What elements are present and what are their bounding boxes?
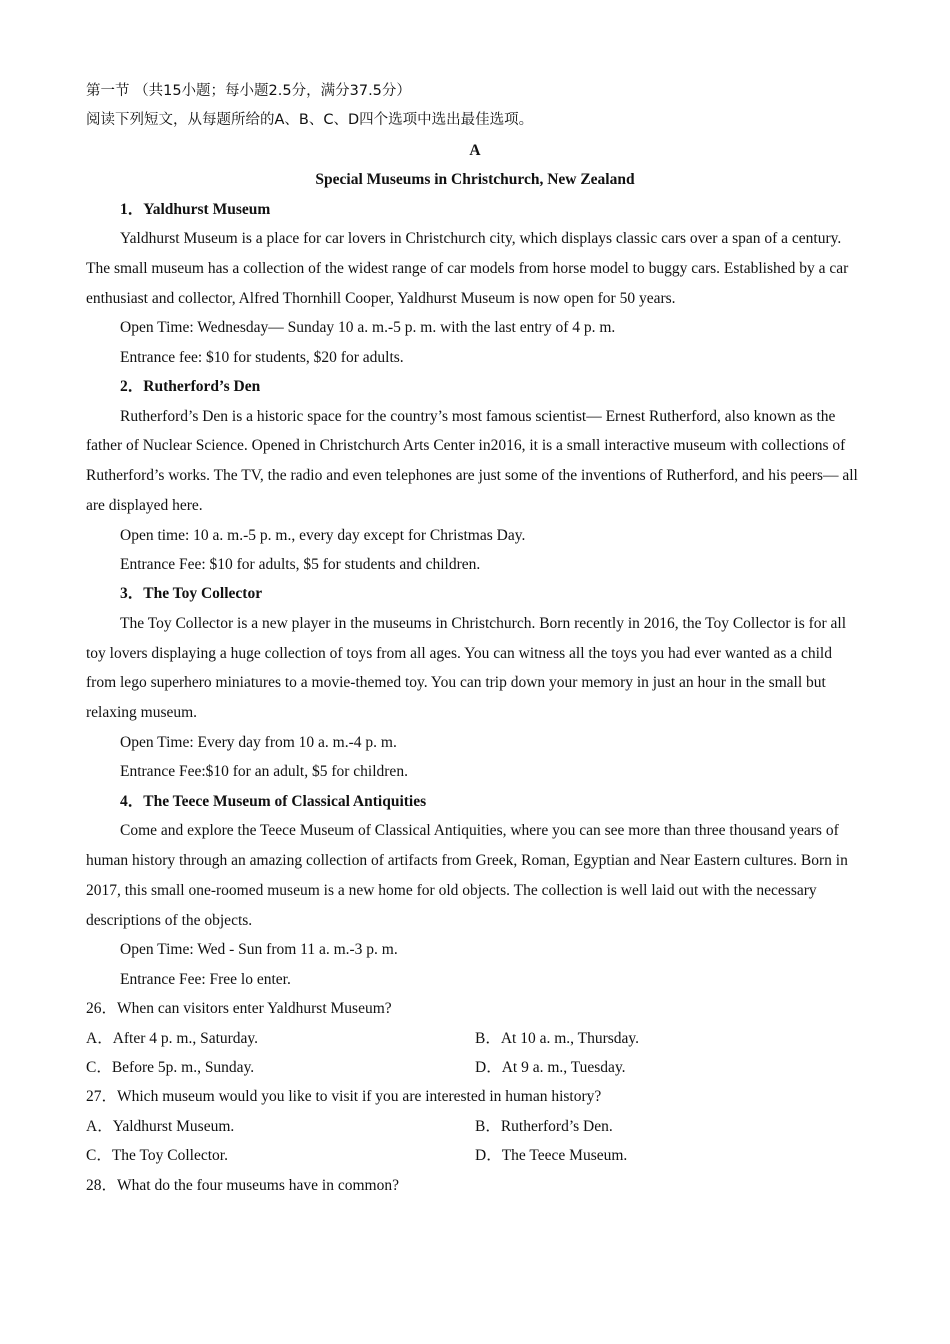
museum-description: Rutherford’s Den is a historic space for the country’s most famous scientist— Ernest Rutherford, also known as the father of Nuclear Science. Opened in Christchurch Arts Center in2016, it is a small interactive museum with collections of Rutherford’s works. The TV, the radio and even telephones are just some of the inventions of Rutherford, and his peers— all are displayed here. — [86, 407, 858, 514]
museum-open-time: Open Time: Every day from 10 a. m.-4 p. m. — [120, 734, 397, 752]
museum-open-time: Open Time: Wed - Sun from 11 a. m.-3 p. m. — [120, 941, 398, 959]
question-stem: 27．Which museum would you like to visit if you are interested in human history? — [86, 1088, 602, 1106]
museum-entrance-fee: Entrance Fee: Free lo enter. — [120, 970, 291, 988]
museum-heading: 3．The Toy Collector — [120, 585, 263, 603]
museum-description: The Toy Collector is a new player in the museums in Christchurch. Born recently in 2016, the Toy Collector is for all toy lovers displaying a huge collection of toys from all ages. You can witness all the toys you had ever wanted as a child from lego superhero miniatures to a movie-themed toy. You can trip down your memory in just an hour in the small but relaxing museum. — [86, 614, 847, 722]
museum-entrance-fee: Entrance fee: $10 for students, $20 for adults. — [120, 348, 404, 366]
museum-heading: 4．The Teece Museum of Classical Antiquities — [120, 792, 427, 810]
passage-title: Special Museums in Christchurch, New Zealand — [315, 171, 635, 189]
option-c[interactable]: C．The Toy Collector. — [86, 1147, 228, 1165]
instruction-text: 阅读下列短文，从每题所给的A、B、C、D四个选项中选出最佳选项。 — [86, 112, 534, 129]
option-b[interactable]: B．At 10 a. m., Thursday. — [475, 1029, 640, 1047]
option-row — [86, 1112, 864, 1141]
passage-label: A — [469, 141, 481, 159]
option-row — [86, 1024, 864, 1053]
museum-description: Yaldhurst Museum is a place for car lovers in Christchurch city, which displays classic cars over a span of a century. The small museum has a collection of the widest range of car models from horse model to buggy cars. Established by a car enthusiast and collector, Alfred Thornhill Cooper, Yaldhurst Museum is now open for 50 years. — [86, 229, 849, 307]
museum-heading: 2．Rutherford’s Den — [120, 378, 261, 396]
exam-page — [86, 77, 864, 1200]
question-stem: 26．When can visitors enter Yaldhurst Museum? — [86, 1000, 392, 1018]
option-a[interactable]: A．Yaldhurst Museum. — [86, 1117, 235, 1135]
museum-open-time: Open time: 10 a. m.-5 p. m., every day except for Christmas Day. — [120, 526, 526, 544]
option-c[interactable]: C．Before 5p. m., Sunday. — [86, 1058, 255, 1076]
option-b[interactable]: B．Rutherford’s Den. — [475, 1117, 613, 1135]
museum-entrance-fee: Entrance Fee: $10 for adults, $5 for students and children. — [120, 556, 481, 574]
museum-open-time: Open Time: Wednesday— Sunday 10 a. m.-5 p. m. with the last entry of 4 p. m. — [120, 319, 616, 337]
option-row — [86, 1141, 864, 1170]
museum-description: Come and explore the Teece Museum of Classical Antiquities, where you can see more than three thousand years of human history through an amazing collection of artifacts from Greek, Roman, Egyptian and Near Eastern cultures. Born in 2017, this small one-roomed museum is a new home for old objects. The collection is well laid out with the necessary descriptions of the objects. — [86, 822, 848, 929]
section-header: 第一节 （共15小题；每小题2.5分，满分37.5分） — [86, 83, 411, 99]
option-a[interactable]: A．After 4 p. m., Saturday. — [86, 1029, 259, 1047]
option-d[interactable]: D．The Teece Museum. — [475, 1147, 628, 1165]
option-d[interactable]: D．At 9 a. m., Tuesday. — [475, 1058, 626, 1076]
option-row — [86, 1053, 864, 1082]
museum-heading: 1．Yaldhurst Museum — [120, 200, 271, 218]
question-stem: 28．What do the four museums have in common? — [86, 1176, 399, 1194]
museum-entrance-fee: Entrance Fee:$10 for an adult, $5 for children. — [120, 763, 408, 781]
